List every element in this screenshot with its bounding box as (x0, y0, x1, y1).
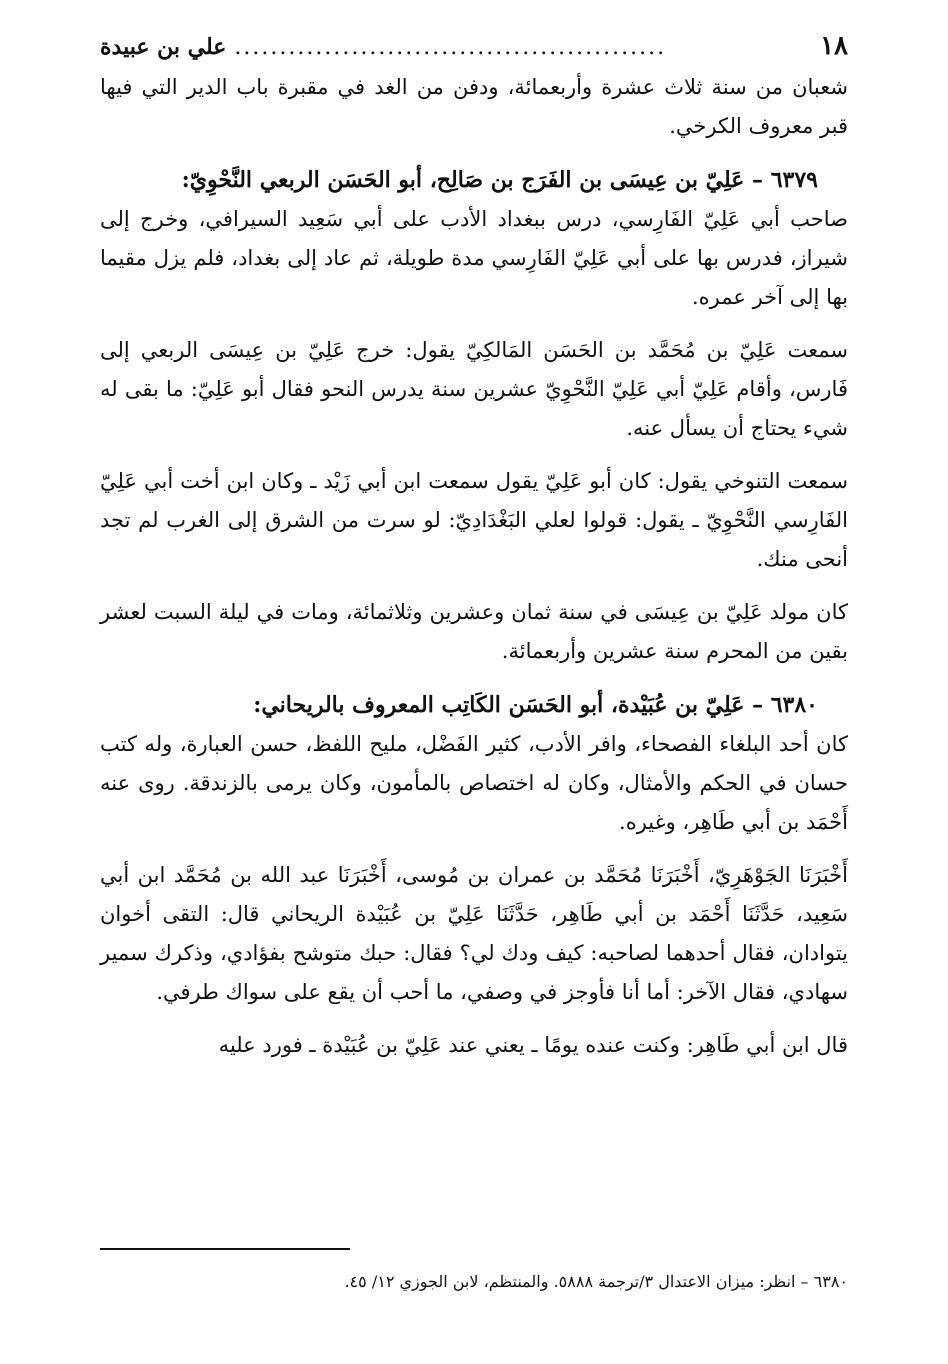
paragraph-continuation: شعبان من سنة ثلاث عشرة وأربعمائة، ودفن من الغد في مقبرة باب الدير التي فيها قبر معروف الكرخي. (100, 75, 848, 138)
header-leader-dots: ................................................ (234, 35, 667, 60)
paragraph-narration-2: سمعت التنوخي يقول: كان أبو عَلِيّ يقول سمعت ابن أبي زَيْد ـ وكان ابن أخت أبي عَلِيّ الفَارِسي النَّحْوِيّ ـ يقول: قولوا لعلي البَغْدَادِيّ: لو سرت من الشرق إلى الغرب لم تجد أنحى منك. (100, 469, 848, 571)
entry-heading-6379: ٦٣٧٩ – عَلِيّ بن عِيسَى بن الفَرَج بن صَالِح، أبو الحَسَن الربعي النَّحْوِيّ: (181, 167, 818, 193)
footnote: ٦٣٨٠ – انظر: ميزان الاعتدال ٣/ترجمة ٥٨٨٨. والمنتظم، لابن الجوزي ١٢/ ٤٥. (344, 1272, 848, 1291)
page-body (100, 28, 848, 1065)
footnote-divider (100, 1248, 350, 1250)
running-header (100, 28, 848, 64)
paragraph-final: قال ابن أبي طَاهِر: وكنت عنده يومًا ـ يعني عند عَلِيّ بن عُبَيْدة ـ فورد عليه (218, 1033, 848, 1057)
paragraph-bio-2: كان أحد البلغاء الفصحاء، وافر الأدب، كثير الفَضْل، مليح اللفظ، حسن العبارة، وله كتب حسان في الحكم والأمثال، وكان له اختصاص بالمأمون، وكان يرمى بالزندقة. روى عنه أَحْمَد بن أبي طَاهِر، وغيره. (100, 732, 848, 834)
paragraph-bio: صاحب أبي عَلِيّ الفَارِسي، درس ببغداد الأدب على أبي سَعِيد السيرافي، وخرج إلى شيراز، فدرس بها على أبي عَلِيّ الفَارِسي مدة طويلة، ثم عاد إلى بغداد، فلم يزل مقيما بها إلى آخر عمره. (100, 207, 848, 309)
paragraph-narration-1: سمعت عَلِيّ بن مُحَمَّد بن الحَسَن المَالكِيّ يقول: خرج عَلِيّ بن عِيسَى الربعي إلى فَارس، وأقام عَلِيّ أبي عَلِيّ النَّحْوِيّ عشرين سنة يدرس النحو فقال أبو عَلِيّ: ما بقى له شيء يحتاج أن يسأل عنه. (100, 338, 848, 440)
running-title: علي بن عبيدة (100, 34, 227, 60)
page-number: ١٨ (820, 31, 848, 61)
paragraph-birth-death: كان مولد عَلِيّ بن عِيسَى في سنة ثمان وعشرين وثلاثمائة، ومات في ليلة السبت لعشر بقين من المحرم سنة عشرين وأربعمائة. (100, 600, 848, 663)
paragraph-isnad: أَخْبَرَنَا الجَوْهَرِيّ، أَخْبَرَنَا مُحَمَّد بن عمران بن مُوسى، أَخْبَرَنَا عبد الله بن مُحَمَّد ابن أبي سَعِيد، حَدَّثَنَا أَحْمَد بن أبي طَاهِر، حَدَّثَنَا عَلِيّ بن عُبَيْدة الريحاني قال: التقى أخوان يتوادان، فقال أحدهما لصاحبه: كيف ودك لي؟ فقال: حبك متوشح بفؤادي، وذكرك سمير سهادي، فقال الآخر: أما أنا فأوجز في وصفي، ما أحب أن يقع على سواك طرفي. (100, 863, 848, 1004)
entry-heading-6380: ٦٣٨٠ – عَلِيّ بن عُبَيْدة، أبو الحَسَن الكَاتِب المعروف بالريحاني: (253, 692, 818, 718)
